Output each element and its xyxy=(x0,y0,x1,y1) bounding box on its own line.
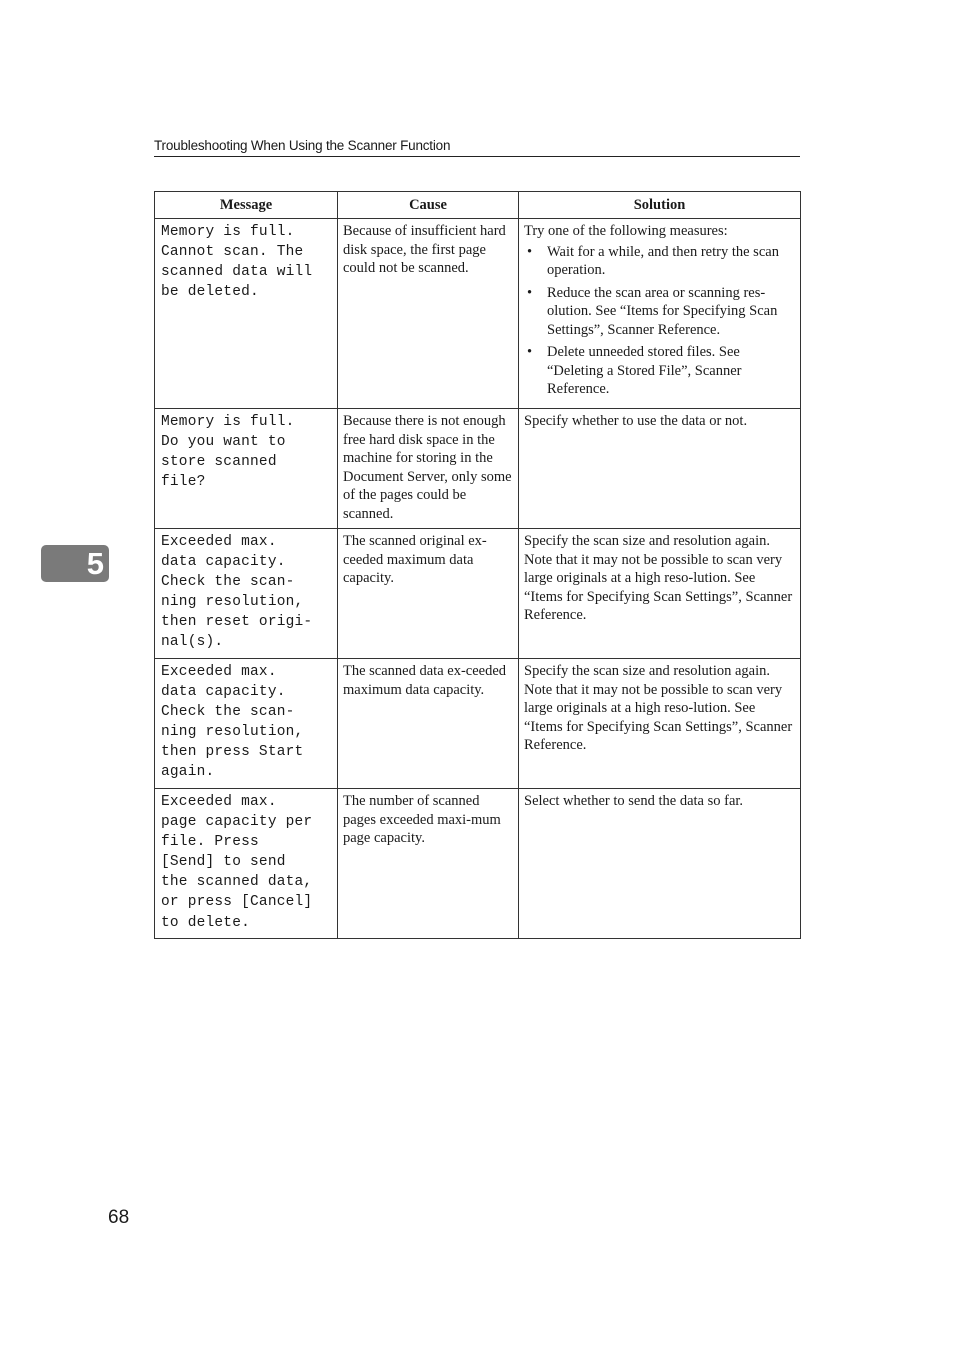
message-cell xyxy=(155,529,338,659)
chapter-number: 5 xyxy=(86,546,104,581)
solution-text: Specify whether to use the data or not. xyxy=(524,413,748,429)
cause-cell xyxy=(338,789,519,939)
solution-text: Specify the scan size and resolution again. Note that it may not be possible to scan very large originals at a high reso-lution. See “Items for Specifying Scan Settings”, Scanner Reference. xyxy=(524,663,793,753)
message-cell xyxy=(155,409,338,529)
table-row xyxy=(155,789,801,939)
message-text: Exceeded max. data capacity. Check the scan- ning resolution, then press Start again. xyxy=(161,664,304,781)
cause-cell xyxy=(338,409,519,529)
cause-text: The scanned original ex-ceeded maximum data capacity. xyxy=(343,533,487,586)
solution-cell xyxy=(519,659,801,789)
message-cell xyxy=(155,789,338,939)
running-header: Troubleshooting When Using the Scanner Function xyxy=(154,138,800,157)
cause-text: Because there is not enough free hard disk space in the machine for storing in the Document Server, only some of the pages could be scanned. xyxy=(343,413,512,522)
column-header-message: Message xyxy=(155,192,338,219)
cause-cell xyxy=(338,659,519,789)
solution-list xyxy=(524,243,795,399)
table-row xyxy=(155,659,801,789)
cause-cell xyxy=(338,219,519,409)
solution-cell xyxy=(519,409,801,529)
solution-cell xyxy=(519,789,801,939)
message-text: Memory is full. Cannot scan. The scanned data will be deleted. xyxy=(161,224,313,301)
table-header-row xyxy=(155,192,801,219)
message-cell xyxy=(155,219,338,409)
message-text: Exceeded max. page capacity per file. Press [Send] to send the scanned data, or press [Cancel] to delete. xyxy=(161,794,313,931)
table-row xyxy=(155,219,801,409)
solution-list-item: • Delete unneeded stored files. See “Deleting a Stored File”, Scanner Reference. xyxy=(547,343,795,399)
solution-cell xyxy=(519,219,801,409)
solution-intro: Try one of the following measures: xyxy=(524,223,728,239)
table-row xyxy=(155,529,801,659)
cause-cell xyxy=(338,529,519,659)
table-row xyxy=(155,409,801,529)
troubleshooting-table xyxy=(154,191,801,939)
solution-list-item: • Reduce the scan area or scanning res-olution. See “Items for Specifying Scan Settings”, Scanner Reference. xyxy=(547,284,795,340)
cause-text: The scanned data ex-ceeded maximum data capacity. xyxy=(343,663,507,698)
message-text: Memory is full. Do you want to store scanned file? xyxy=(161,414,295,491)
message-text: Exceeded max. data capacity. Check the scan- ning resolution, then reset origi- nal(s). xyxy=(161,534,313,651)
chapter-tab xyxy=(41,545,109,582)
solution-text: Select whether to send the data so far. xyxy=(524,793,744,809)
message-cell xyxy=(155,659,338,789)
solution-text: Specify the scan size and resolution again. Note that it may not be possible to scan very large originals at a high reso-lution. See “Items for Specifying Scan Settings”, Scanner Reference. xyxy=(524,533,793,623)
cause-text: The number of scanned pages exceeded maxi-mum page capacity. xyxy=(343,793,501,846)
solution-cell xyxy=(519,529,801,659)
solution-list-item: • Wait for a while, and then retry the scan operation. xyxy=(547,243,795,280)
column-header-cause: Cause xyxy=(338,192,519,219)
page-number: 68 xyxy=(108,1207,130,1228)
cause-text: Because of insufficient hard disk space, the first page could not be scanned. xyxy=(343,223,506,276)
column-header-solution: Solution xyxy=(519,192,801,219)
